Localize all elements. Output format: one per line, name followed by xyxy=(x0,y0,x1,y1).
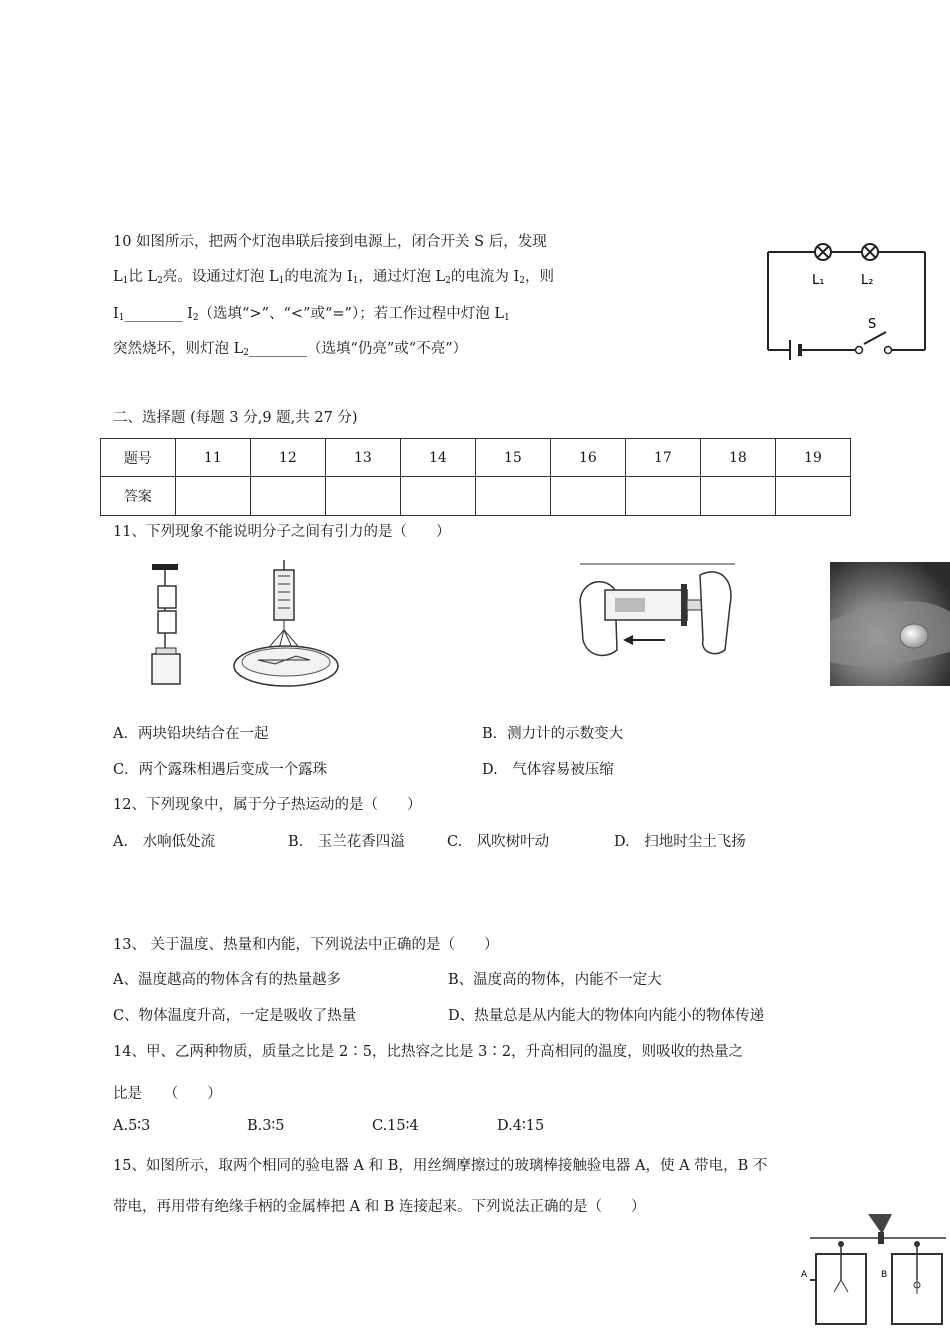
spring-scale-figure xyxy=(230,560,342,692)
table-cell-number: 11 xyxy=(175,439,250,477)
table-cell-number: 13 xyxy=(325,439,400,477)
q12-stem: 12、下列现象中，属于分子热运动的是（ ） xyxy=(113,797,422,813)
q14-stem-cont: 比是 （ ） xyxy=(113,1086,222,1102)
answer-cell[interactable] xyxy=(175,477,250,516)
table-header-label: 题号 xyxy=(101,439,176,477)
q11-option-a[interactable]: A．两块铅块结合在一起 xyxy=(113,726,269,742)
electroscope-b xyxy=(892,1241,942,1324)
label-S: S xyxy=(868,317,877,332)
electroscope-a xyxy=(810,1241,866,1324)
table-cell-number: 16 xyxy=(550,439,625,477)
q14-option-c[interactable]: C.15∶4 xyxy=(372,1118,419,1134)
label-L2: L₂ xyxy=(861,273,874,288)
q10-line2: $L_1$比 $L_2$亮。设通过灯泡 $L_1$的电流为 $I_1$，通过灯泡 $L_2$的电流为 $I_2$，则 xyxy=(113,269,554,286)
q13-option-a[interactable]: A、温度越高的物体含有的热量越多 xyxy=(113,972,341,988)
q13-option-b[interactable]: B、温度高的物体，内能不一定大 xyxy=(448,972,662,988)
label-L1: L₁ xyxy=(812,273,825,288)
electroscope-label-a: A xyxy=(801,1270,808,1280)
switch-icon xyxy=(856,347,892,354)
q12-option-c[interactable]: C. 风吹树叶动 xyxy=(447,834,550,850)
q13-option-c[interactable]: C、物体温度升高，一定是吸收了热量 xyxy=(113,1008,357,1024)
q11-stem: 11、下列现象不能说明分子之间有引力的是（ ） xyxy=(113,524,451,540)
circuit-diagram xyxy=(760,232,935,362)
q14-option-b[interactable]: B.3∶5 xyxy=(247,1118,285,1134)
q12-option-a[interactable]: A. 水响低处流 xyxy=(113,834,216,850)
section2-title: 二、选择题 (每题 3 分,9 题,共 27 分) xyxy=(113,410,358,426)
q14-option-d[interactable]: D.4∶15 xyxy=(497,1118,545,1134)
q12-option-b[interactable]: B. 玉兰花香四溢 xyxy=(288,834,405,850)
q13-option-d[interactable]: D、热量总是从内能大的物体向内能小的物体传递 xyxy=(448,1008,765,1024)
table-cell-number: 17 xyxy=(625,439,700,477)
q10-line4: 突然烧坏，则灯泡 $L_2\_\_\_\_\_\_\_\_$（选填“仍亮”或“不亮”） xyxy=(113,341,468,358)
table-cell-number: 15 xyxy=(475,439,550,477)
answer-cell[interactable] xyxy=(700,477,775,516)
dewdrop-photo xyxy=(830,562,950,686)
table-row-answers xyxy=(101,477,851,516)
q14-stem: 14、甲、乙两种物质，质量之比是 2∶5，比热容之比是 3∶2，升高相同的温度，则吸收的热量之 xyxy=(113,1044,744,1060)
q13-stem: 13、 关于温度、热量和内能，下列说法中正确的是（ ） xyxy=(113,937,499,953)
q11-option-b[interactable]: B．测力计的示数变大 xyxy=(482,726,624,742)
lamp-L1-icon xyxy=(815,244,831,260)
q11-option-d[interactable]: D. 气体容易被压缩 xyxy=(482,762,614,778)
q10-line1: 10 如图所示，把两个灯泡串联后接到电源上，闭合开关 S 后，发现 xyxy=(113,234,547,250)
q11-option-c[interactable]: C．两个露珠相遇后变成一个露珠 xyxy=(113,762,328,778)
answer-cell[interactable] xyxy=(775,477,850,516)
battery-icon xyxy=(790,340,800,360)
syringe-figure xyxy=(575,560,740,666)
table-cell-number: 19 xyxy=(775,439,850,477)
answer-cell[interactable] xyxy=(550,477,625,516)
electroscope-label-b: B xyxy=(881,1270,888,1280)
q15-stem-cont: 带电，再用带有绝缘手柄的金属棒把 A 和 B 连接起来。下列说法正确的是（ ） xyxy=(113,1199,646,1215)
table-answer-label: 答案 xyxy=(101,477,176,516)
table-cell-number: 14 xyxy=(400,439,475,477)
answer-cell[interactable] xyxy=(625,477,700,516)
table-row-numbers xyxy=(101,439,851,477)
answer-cell[interactable] xyxy=(325,477,400,516)
electroscope-figure xyxy=(800,1210,948,1330)
answer-cell[interactable] xyxy=(400,477,475,516)
q14-option-a[interactable]: A.5∶3 xyxy=(113,1118,151,1134)
table-cell-number: 12 xyxy=(250,439,325,477)
answer-table xyxy=(100,438,851,516)
answer-cell[interactable] xyxy=(475,477,550,516)
q15-stem: 15、如图所示，取两个相同的验电器 A 和 B，用丝绸摩擦过的玻璃棒接触验电器 A，使 A 带电，B 不 xyxy=(113,1158,768,1174)
q10-line3: $I_1\_\_\_\_\_\_\_\_$ $I_2$（选填“>”、“<”或“=”）；若工作过程中灯泡 $L_1$ xyxy=(113,306,510,323)
answer-cell[interactable] xyxy=(250,477,325,516)
q12-option-d[interactable]: D. 扫地时尘土飞扬 xyxy=(614,834,746,850)
lamp-L2-icon xyxy=(862,244,878,260)
lead-blocks-figure xyxy=(145,562,190,688)
table-cell-number: 18 xyxy=(700,439,775,477)
